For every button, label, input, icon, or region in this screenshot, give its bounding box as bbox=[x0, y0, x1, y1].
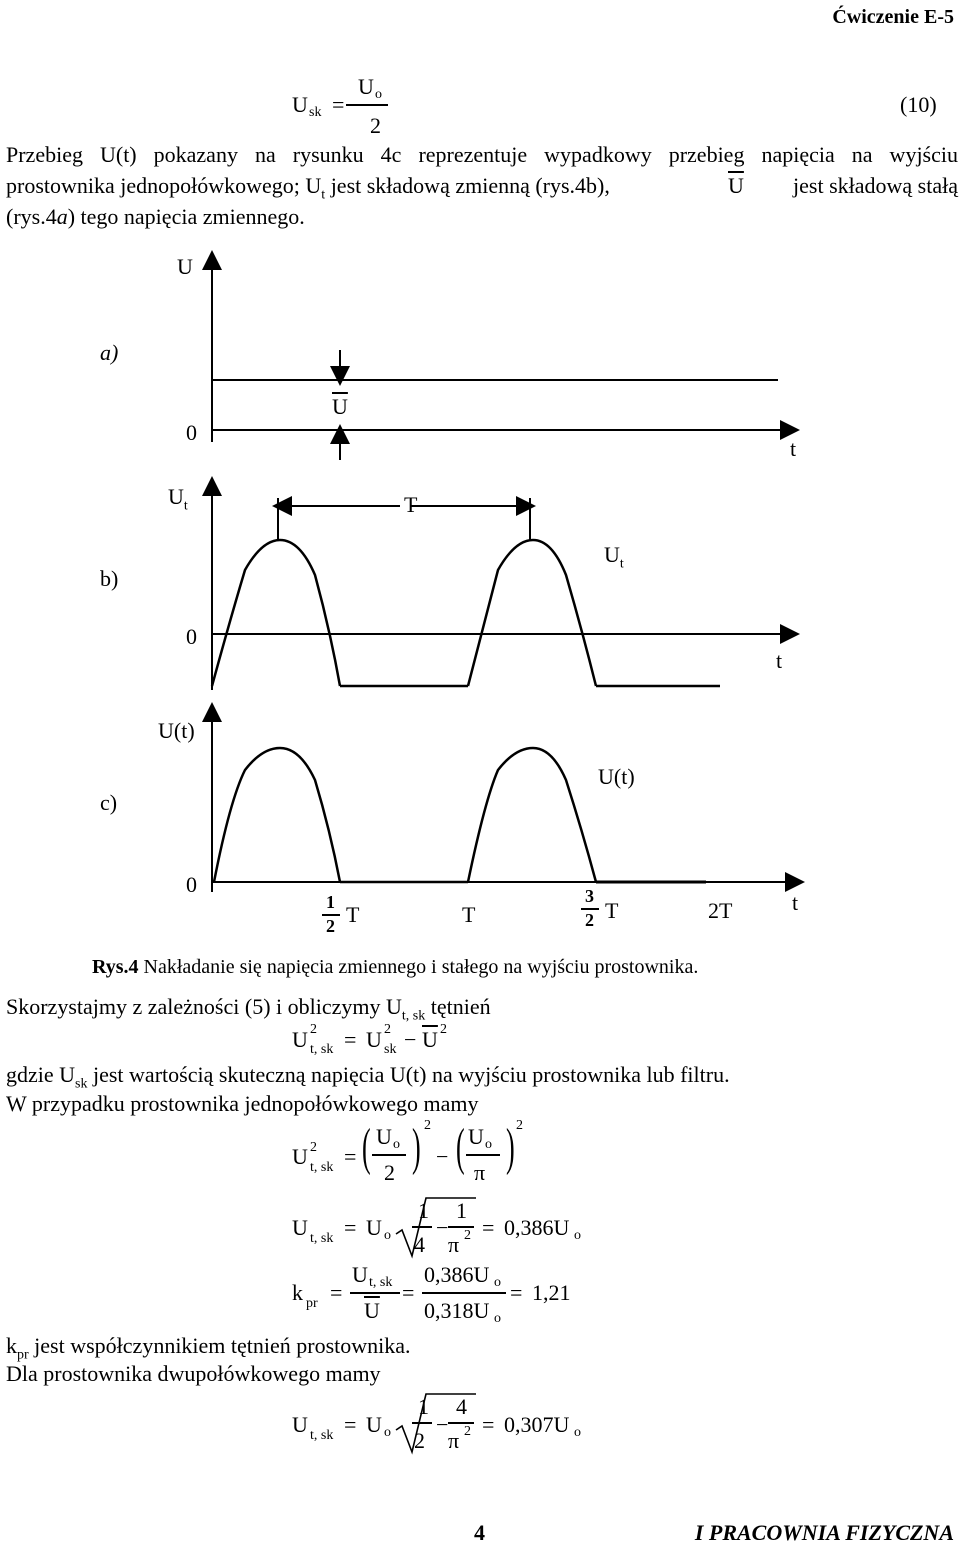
panel-c-label: c) bbox=[100, 790, 118, 815]
eq10-denominator: 2 bbox=[370, 113, 381, 138]
figure-caption bbox=[92, 956, 698, 979]
panel-c-x-label: t bbox=[792, 890, 799, 915]
panel-b-x-label: t bbox=[776, 648, 783, 673]
eq10-lhs-sub: sk bbox=[309, 105, 322, 120]
eq10-numerator: U bbox=[358, 74, 374, 99]
page-number: 4 bbox=[474, 1520, 485, 1545]
text3-line-2: Dla prostownika dwupołówkowego mamy bbox=[6, 1361, 381, 1386]
text2-line-2: gdzie $U_{sk}$ jest wartością skuteczną napięcia U(t) na wyjściu prostownika lub filtru. bbox=[6, 1062, 730, 1092]
eq10-equals: = bbox=[332, 92, 345, 117]
intro-line-1: Przebieg U(t) pokazany na rysunku 4c reprezentuje wypadkowy przebieg napięcia na wyjściu bbox=[6, 142, 958, 167]
caption-text: Nakładanie się napięcia zmiennego i stałego na wyjściu prostownika. bbox=[138, 956, 699, 978]
intro-line-2c: jest składową stałą bbox=[793, 173, 958, 198]
panel-c-half-wave-2 bbox=[468, 748, 596, 882]
panel-b-half-wave-2 bbox=[468, 540, 596, 686]
caption-label: Rys.4 bbox=[92, 956, 139, 978]
intro-line-3a: (rys.4 bbox=[6, 204, 57, 229]
panel-b-curve-label: $U_t$ bbox=[604, 542, 624, 572]
panel-a-x-label: t bbox=[790, 436, 797, 461]
footer-title: I PRACOWNIA FIZYCZNA bbox=[694, 1520, 954, 1545]
panel-c-zero: 0 bbox=[186, 872, 197, 897]
panel-a-dc-label: $\overline{U}$ bbox=[332, 394, 348, 419]
panel-b-zero: 0 bbox=[186, 624, 197, 649]
page-header-title: Ćwiczenie E-5 bbox=[832, 6, 954, 28]
eq10-numerator-sub: o bbox=[375, 87, 382, 102]
tick-2T: 2T bbox=[708, 898, 733, 923]
panel-b-y-label: $U_t$ bbox=[168, 484, 188, 514]
intro-line-2-sub: t bbox=[321, 187, 326, 203]
intro-line-2a: prostownika jednopołówkowego; U bbox=[6, 173, 322, 198]
panel-a-y-label: U bbox=[177, 254, 193, 279]
intro-line-3-italic: a bbox=[56, 204, 68, 229]
panel-c-y-label: U(t) bbox=[158, 718, 195, 743]
text2-line-3: W przypadku prostownika jednopołówkowego mamy bbox=[6, 1091, 479, 1116]
text2-line-1: Skorzystajmy z zależności (5) i obliczymy $U_{t, sk}$ tętnień bbox=[6, 994, 491, 1024]
intro-line-2b: jest składową zmienną (rys.4b), bbox=[325, 173, 610, 198]
intro-ubar-symbol: $\overline{U}$ bbox=[728, 173, 744, 198]
text3-line-1: $k_{pr}$ jest współczynnikiem tętnień prostownika. bbox=[6, 1333, 411, 1363]
panel-b-half-wave-1 bbox=[212, 540, 340, 686]
panel-b-label: b) bbox=[100, 566, 119, 591]
panel-a-zero: 0 bbox=[186, 420, 197, 445]
tick-T: T bbox=[462, 902, 476, 927]
panel-b-period-label: T bbox=[404, 492, 418, 517]
panel-c-curve-label: U(t) bbox=[598, 764, 635, 789]
eq10-lhs: U bbox=[292, 92, 308, 117]
panel-a-label: a) bbox=[100, 340, 119, 365]
panel-c-half-wave-1 bbox=[214, 748, 340, 882]
intro-line-3b: ) tego napięcia zmiennego. bbox=[67, 204, 305, 229]
eq10-number: (10) bbox=[900, 92, 937, 117]
